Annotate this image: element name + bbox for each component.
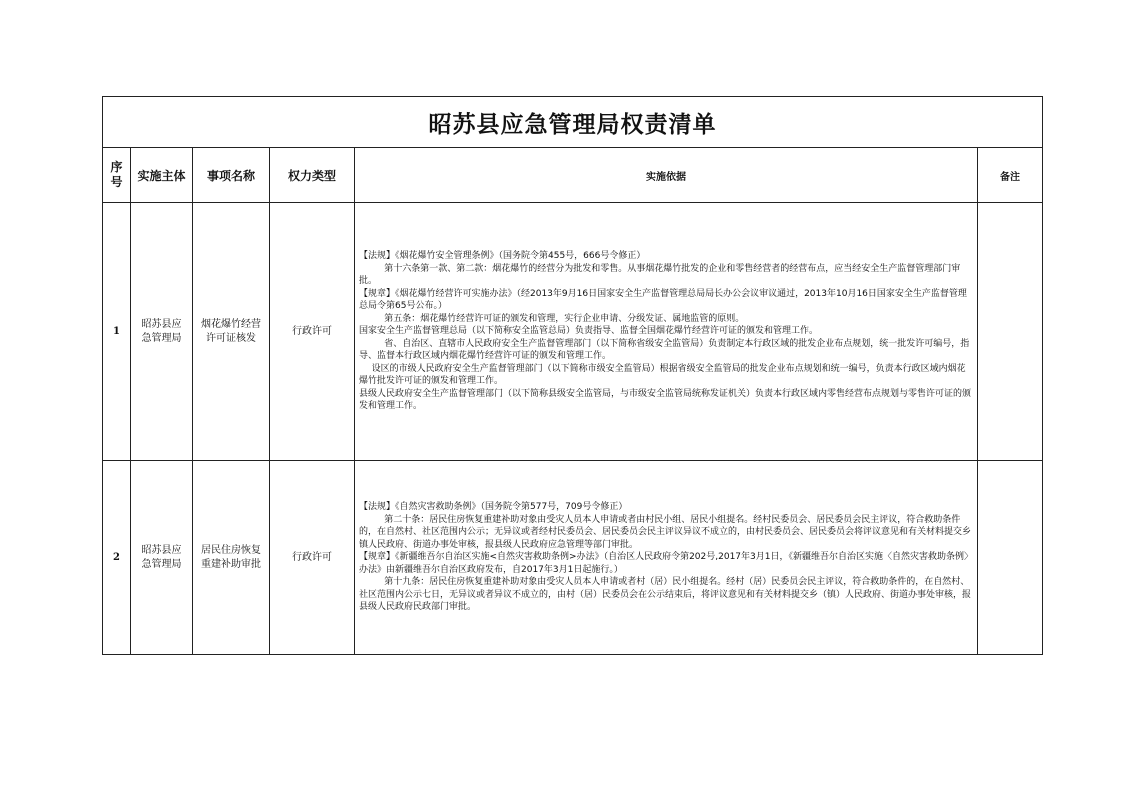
row-entity: 昭苏县应急管理局 [131,203,193,461]
basis-line: 【规章】《烟花爆竹经营许可实施办法》（经2013年9月16日国家安全生产监督管理总局局长办公会议审议通过，2013年10月16日国家安全生产监督管理总局令第65号公布。） [359,288,967,312]
row-item-name: 烟花爆竹经营许可证核发 [193,203,270,461]
header-power-type: 权力类型 [270,148,355,203]
basis-line: 第二十条：居民住房恢复重建补助对象由受灾人员本人申请或者由村民小组、居民小组提名。经村民委员会、居民委员会民主评议，符合救助条件的，在自然村、社区范围内公示；无异议或者经村民委员会、居民委员会民主评议异议不成立的，由村民委员会、居民委员会将评议意见和有关材料提交乡镇人民政府、街道办事处审核，报县级人民政府应急管理等部门审批。 [359,514,972,550]
basis-line: 第十六条第一款、第二款：烟花爆竹的经营分为批发和零售。从事烟花爆竹批发的企业和零售经营者的经营布点，应当经安全生产监督管理部门审批。 [359,263,961,287]
header-item: 事项名称 [193,148,270,203]
rights-table [102,96,1043,655]
row-power-type: 行政许可 [270,203,355,461]
table-header-row [103,148,1043,203]
header-seq-label: 序 号 [110,160,123,189]
header-note: 备注 [978,148,1043,203]
row-seq: 2 [103,461,131,655]
header-entity: 实施主体 [131,148,193,203]
header-basis: 实施依据 [355,148,978,203]
row-seq: 1 [103,203,131,461]
row-power-type: 行政许可 [270,461,355,655]
row-note [978,203,1043,461]
table-row [103,461,1043,655]
row-entity: 昭苏县应急管理局 [131,461,193,655]
row-note [978,461,1043,655]
basis-line: 省、自治区、直辖市人民政府安全生产监督管理部门（以下简称省级安全监管局）负责制定本行政区域的批发企业布点规划，统一批发许可编号，指导、监督本行政区域内烟花爆竹经营许可证的颁发和管理工作。 [359,338,970,362]
row-basis [355,461,978,655]
basis-line: 【法规】《烟花爆竹安全管理条例》（国务院令第455号，666号令修正） [359,251,646,262]
basis-line: 县级人民政府安全生产监督管理部门（以下简称县级安全监管局，与市级安全监管局统称发证机关）负责本行政区域内零售经营布点规划与零售许可证的颁发和管理工作。 [359,388,972,412]
page-title: 昭苏县应急管理局权责清单 [103,97,1043,148]
header-seq [103,148,131,203]
basis-line: 国家安全生产监督管理总局（以下简称安全监管总局）负责指导、监督全国烟花爆竹经营许可证的颁发和管理工作。 [359,326,819,337]
table-row [103,203,1043,461]
basis-line: 【规章】《新疆维吾尔自治区实施<自然灾害救助条例>办法》（自治区人民政府令第202号,2017年3月1日，《新疆维吾尔自治区实施〈自然灾害救助条例〉办法》由新疆维吾尔自治区政府发布，自2017年3月1日起施行。） [359,552,969,575]
basis-line: 第五条：烟花爆竹经营许可证的颁发和管理，实行企业申请、分级发证、属地监管的原则。 [384,313,745,324]
basis-line: 【法规】《自然灾害救助条例》（国务院令第577号，709号令修正） [359,502,628,513]
row-basis [355,203,978,461]
rights-responsibilities-sheet [102,96,1042,655]
basis-line: 第十九条：居民住房恢复重建补助对象由受灾人员本人申请或者村（居）民小组提名。经村（居）民委员会民主评议，符合救助条件的，在自然村、社区范围内公示七日，无异议或者异议不成立的，由村（居）民委员会在公示结束后，将评议意见和有关材料提交乡（镇）人民政府、街道办事处审核，报县级人民政府民政部门审批。 [359,577,972,613]
row-item-name: 居民住房恢复重建补助审批 [193,461,270,655]
basis-line: 设区的市级人民政府安全生产监督管理部门（以下简称市级安全监管局）根据省级安全监管局的批发企业布点规划和统一编号，负责本行政区域内烟花爆竹批发许可证的颁发和管理工作。 [359,363,966,387]
